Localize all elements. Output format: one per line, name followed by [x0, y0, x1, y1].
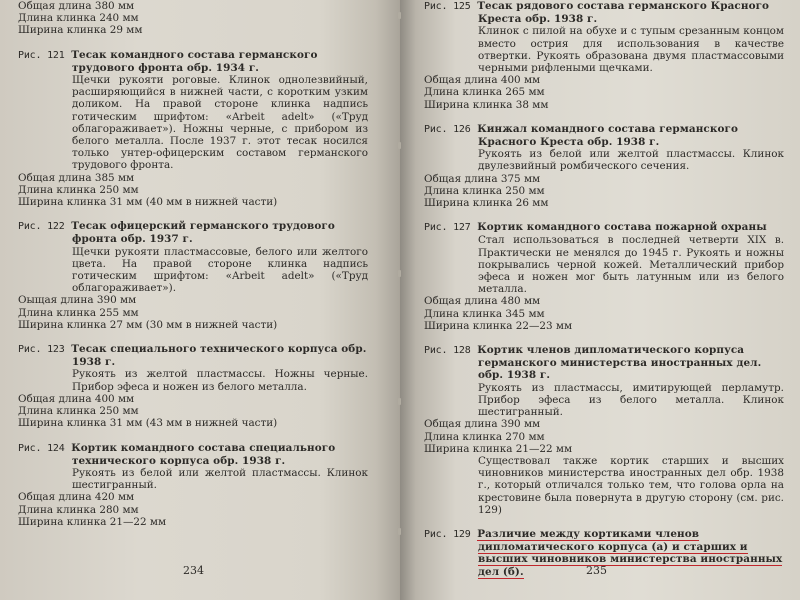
figure-number: Рис. 125	[424, 1, 471, 12]
entry-fig-124	[18, 442, 368, 528]
entry-title: Кортик командного состава специального технического корпуса обр. 1938 г.	[71, 441, 336, 467]
entry-heading	[424, 0, 784, 25]
dimension-line: Общая длина 480 мм	[424, 295, 541, 308]
dimension-line: Длина клинка 255 мм	[18, 306, 139, 319]
binding-stitch	[398, 528, 401, 535]
dimension-line: Ширина клинка 26 мм	[424, 197, 549, 210]
figure-number: Рис. 122	[18, 221, 65, 233]
entry-title: Кинжал командного состава германского Красного Креста обр. 1938 г.	[477, 122, 738, 149]
figure-number: Рис. 124	[18, 442, 65, 454]
entry-fig-127	[424, 221, 784, 332]
entry-fig-125	[424, 0, 784, 111]
entry-description: Рукоять из белой или желтой пластмассы. Клинок шестигранный.	[72, 466, 368, 492]
top-dimensions	[18, 0, 368, 37]
dimension-line: Ширина клинка 21—22 мм	[18, 515, 167, 528]
entry-description: Клинок с пилой на обухе и с тупым срезанным концом вместо острия для использования в качестве отвертки. Рукоять образована двумя пластмассовыми черными рифлеными щечками.	[478, 25, 784, 75]
entry-fig-121	[18, 49, 368, 209]
left-column	[18, 0, 368, 528]
dimension-line: Ширина клинка 29 мм	[18, 24, 143, 37]
dimension-line: Длина клинка 250 мм	[18, 183, 139, 196]
binding-stitch	[398, 142, 401, 149]
entry-description: Щечки рукояти пластмассовые, белого или желтого цвета. На правой стороне клинка надпись готическим шрифтом: «Arbeit adelt» («Труд облагораживает»).	[72, 245, 368, 295]
entry-title: Кортик командного состава пожарной охраны	[477, 221, 767, 234]
dimension-line: Длина клинка 345 мм	[424, 307, 545, 320]
dimension-line: Общая длина 385 мм	[18, 171, 135, 184]
right-column	[424, 0, 784, 578]
dimension-line: Ширина клинка 22—23 мм	[424, 319, 573, 332]
dimension-line: Длина клинка 270 мм	[424, 430, 545, 443]
figure-number: Рис. 127	[424, 222, 471, 234]
entry-description: Щечки рукояти роговые. Клинок однолезвийный, расширяющийся в нижней части, с коротким узким доликом. На правой стороне клинка надпись готическим шрифтом: «Arbeit adelt» («Труд облагораживает»). Ножны черные, с прибором из белого металла. После 1937 г. этот тесак носился только унтер-офицерским составом германского трудового фронта.	[72, 74, 368, 172]
dimension-line: Длина клинка 250 мм	[18, 405, 139, 418]
entry-heading	[18, 220, 368, 245]
entry-description: Рукоять из пластмассы, имитирующей перламутр. Прибор эфеса из белого металла. Клинок шестигранный.	[478, 381, 784, 419]
dimension-line: Общая длина 375 мм	[424, 172, 541, 185]
figure-number: Рис. 126	[424, 123, 471, 135]
entry-title: Тесак специального технического корпуса обр. 1938 г.	[71, 343, 367, 369]
entry-heading	[424, 123, 784, 148]
entry-title: Тесак офицерский германского трудового фронта обр. 1937 г.	[71, 220, 335, 246]
entry-fig-128	[424, 344, 784, 516]
page-number: 234	[183, 564, 204, 577]
binding-stitch	[398, 12, 401, 19]
dimension-line: Общая длина 390 мм	[424, 418, 541, 431]
entry-title-underlined: Различие между кортиками членов дипломатического корпуса (а) и старших и высших чиновников министерства иностранных дел (б).	[477, 527, 783, 578]
dimension-line: Длина клинка 250 мм	[424, 184, 545, 197]
dimension-line: Общая длина 420 мм	[18, 491, 135, 504]
entry-description: Рукоять из желтой пластмассы. Ножны черные. Прибор эфеса и ножен из белого металла.	[72, 368, 368, 393]
dimension-line: Общая длина 400 мм	[18, 392, 135, 405]
dimension-line: Ширина клинка 31 мм (40 мм в нижней части)	[18, 196, 278, 209]
figure-number: Рис. 129	[424, 528, 471, 540]
dimension-line: Ширина клинка 21—22 мм	[424, 442, 573, 455]
right-page	[400, 0, 800, 600]
dimension-line: Ширина клинка 27 мм (30 мм в нижней части)	[18, 318, 278, 331]
dimension-line: Длина клинка 240 мм	[18, 12, 139, 25]
entry-title: Тесак командного состава германского трудового фронта обр. 1934 г.	[71, 48, 318, 74]
dimension-line: Ширина клинка 31 мм (43 мм в нижней части)	[18, 417, 278, 430]
entry-title: Тесак рядового состава германского Красного Креста обр. 1938 г.	[477, 0, 770, 26]
dimension-line: Общая длина 400 мм	[424, 74, 541, 87]
entry-fig-123	[18, 343, 368, 429]
entry-fig-122	[18, 220, 368, 331]
entry-note: Существовал также кортик старших и высших чиновников министерства иностранных дел обр. 1938 г., который отличался только тем, что голова орла на крестовине была повернута в другую сторону (см. рис. 129)	[478, 454, 784, 516]
dimension-line: Длина клинка 265 мм	[424, 86, 545, 99]
entry-fig-126	[424, 123, 784, 209]
entry-description: Стал использоваться в последней четверти XIX в. Практически не менялся до 1945 г. Рукоять и ножны покрывались черной кожей. Металлический прибор эфеса и ножен мог быть латунным или из белого металла.	[478, 234, 784, 296]
entry-heading	[18, 343, 368, 368]
dimension-line: Оыщая длина 390 мм	[18, 294, 137, 307]
page-number: 235	[586, 564, 607, 577]
binding-stitch	[398, 398, 401, 405]
figure-number: Рис. 123	[18, 344, 65, 356]
dimension-line: Длина клинка 280 мм	[18, 503, 139, 516]
dimension-line: Общая длина 380 мм	[18, 0, 135, 12]
entry-heading	[424, 344, 784, 382]
figure-number: Рис. 121	[18, 49, 65, 61]
entry-heading	[18, 442, 368, 467]
entry-description: Рукоять из белой или желтой пластмассы. Клинок двулезвийный ромбического сечения.	[478, 148, 784, 173]
entry-title: Кортик членов дипломатического корпуса германского министерства иностранных дел. обр. 1938 г.	[477, 344, 762, 382]
entry-heading	[424, 221, 784, 234]
figure-number: Рис. 128	[424, 345, 471, 357]
binding-stitch	[398, 270, 401, 277]
entry-heading	[18, 49, 368, 74]
dimension-line: Ширина клинка 38 мм	[424, 98, 549, 111]
